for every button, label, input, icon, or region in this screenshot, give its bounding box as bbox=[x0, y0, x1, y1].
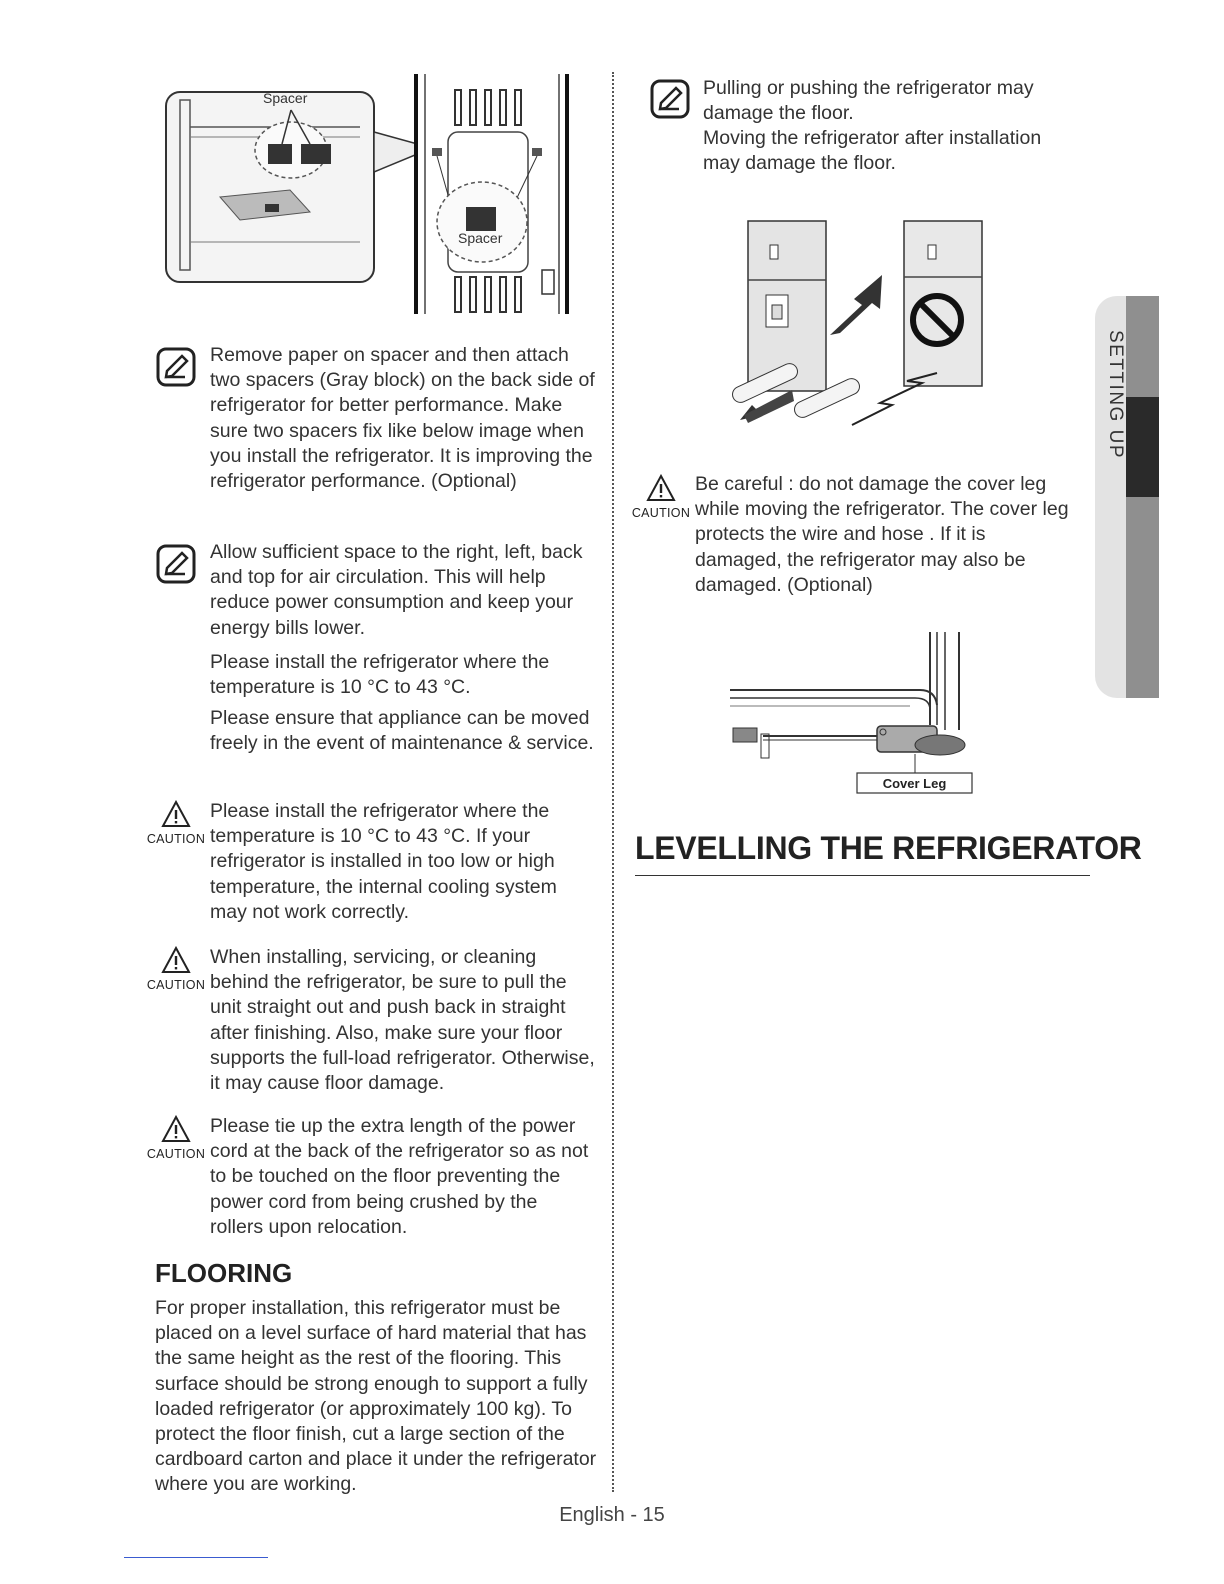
side-tab-label: SETTING UP bbox=[1105, 330, 1126, 460]
caution-icon bbox=[161, 946, 191, 974]
note-icon bbox=[155, 543, 197, 585]
moving-refrigerator-figure bbox=[722, 215, 992, 430]
spacer-label-top: Spacer bbox=[263, 90, 308, 106]
cover-leg-figure bbox=[725, 630, 985, 800]
caution-label: CAUTION bbox=[631, 506, 691, 520]
column-divider bbox=[612, 72, 614, 1492]
caution-marker bbox=[146, 800, 206, 846]
caution-icon bbox=[161, 1115, 191, 1143]
caution-label: CAUTION bbox=[146, 1147, 206, 1161]
caution-cleaning-text: When installing, servicing, or cleaning behind the refrigerator, be sure to pull the unit straight out and push back in straight after finishing. Also, make sure your floor supports the full-load refrigerator. Otherwise, it may cause floor damage. bbox=[210, 946, 595, 1095]
caution-label: CAUTION bbox=[146, 832, 206, 846]
flooring-text: For proper installation, this refrigerator must be placed on a level surface of hard material that has the same height as the rest of the flooring. This surface should be strong enough to support a fully loaded refrigerator (or approximately 100 kg). To protect the floor finish, cut a large section of the cardboard carton and place it under the refrigerator where you are working. bbox=[155, 1297, 597, 1496]
heading-underline bbox=[635, 875, 1090, 876]
spacer-label-bottom: Spacer bbox=[458, 230, 503, 246]
cover-leg-caution-text: Be careful : do not damage the cover leg while moving the refrigerator. The cover leg protects the wire and hose . If it is damaged, the refrigerator may also be damaged. (Optional) bbox=[695, 473, 1069, 596]
side-tab-active-marker bbox=[1126, 397, 1159, 497]
caution-power-cord-text: Please tie up the extra length of the power cord at the back of the refrigerator so as not to be touched on the floor preventing the power cord from being crushed by the rollers upon relocation. bbox=[210, 1115, 589, 1238]
note-icon bbox=[155, 346, 197, 388]
caution-icon bbox=[161, 800, 191, 828]
caution-icon bbox=[646, 474, 676, 502]
caution-marker bbox=[146, 1115, 206, 1161]
page-footer: English - 15 bbox=[559, 1504, 665, 1526]
flooring-heading: FLOORING bbox=[155, 1258, 293, 1288]
floor-damage-note-text: Pulling or pushing the refrigerator may damage the floor. bbox=[703, 77, 1034, 125]
cover-leg-label: Cover Leg bbox=[882, 776, 947, 791]
caution-temperature-text: Please install the refrigerator where the temperature is 10 °C to 43 °C. If your refrigerator is installed in too low or high temperature, the internal cooling system may not work correctly. bbox=[210, 800, 557, 923]
maintenance-note-text: Please ensure that appliance can be moved freely in the event of maintenance & service. bbox=[210, 707, 594, 755]
spacer-note-text: Remove paper on spacer and then attach two spacers (Gray block) on the back side of refrigerator for better performance. Make sure two spacers fix like below image when you install the refrigerator. It is improving the refrigerator performance. (Optional) bbox=[210, 344, 595, 493]
temperature-note-text: Please install the refrigerator where the temperature is 10 °C to 43 °C. bbox=[210, 651, 550, 699]
moving-damage-note-text: Moving the refrigerator after installation may damage the floor. bbox=[703, 127, 1042, 175]
note-icon bbox=[649, 78, 691, 120]
caution-marker bbox=[631, 474, 691, 520]
air-circulation-note-text: Allow sufficient space to the right, left, back and top for air circulation. This will help reduce power consumption and keep your energy bills lower. bbox=[210, 541, 583, 639]
levelling-heading: LEVELLING THE REFRIGERATOR bbox=[635, 830, 1142, 866]
spacer-installation-figure bbox=[160, 72, 580, 317]
caution-marker bbox=[146, 946, 206, 992]
side-tab-bar bbox=[1126, 296, 1159, 698]
footer-decor-line bbox=[124, 1557, 268, 1558]
caution-label: CAUTION bbox=[146, 978, 206, 992]
